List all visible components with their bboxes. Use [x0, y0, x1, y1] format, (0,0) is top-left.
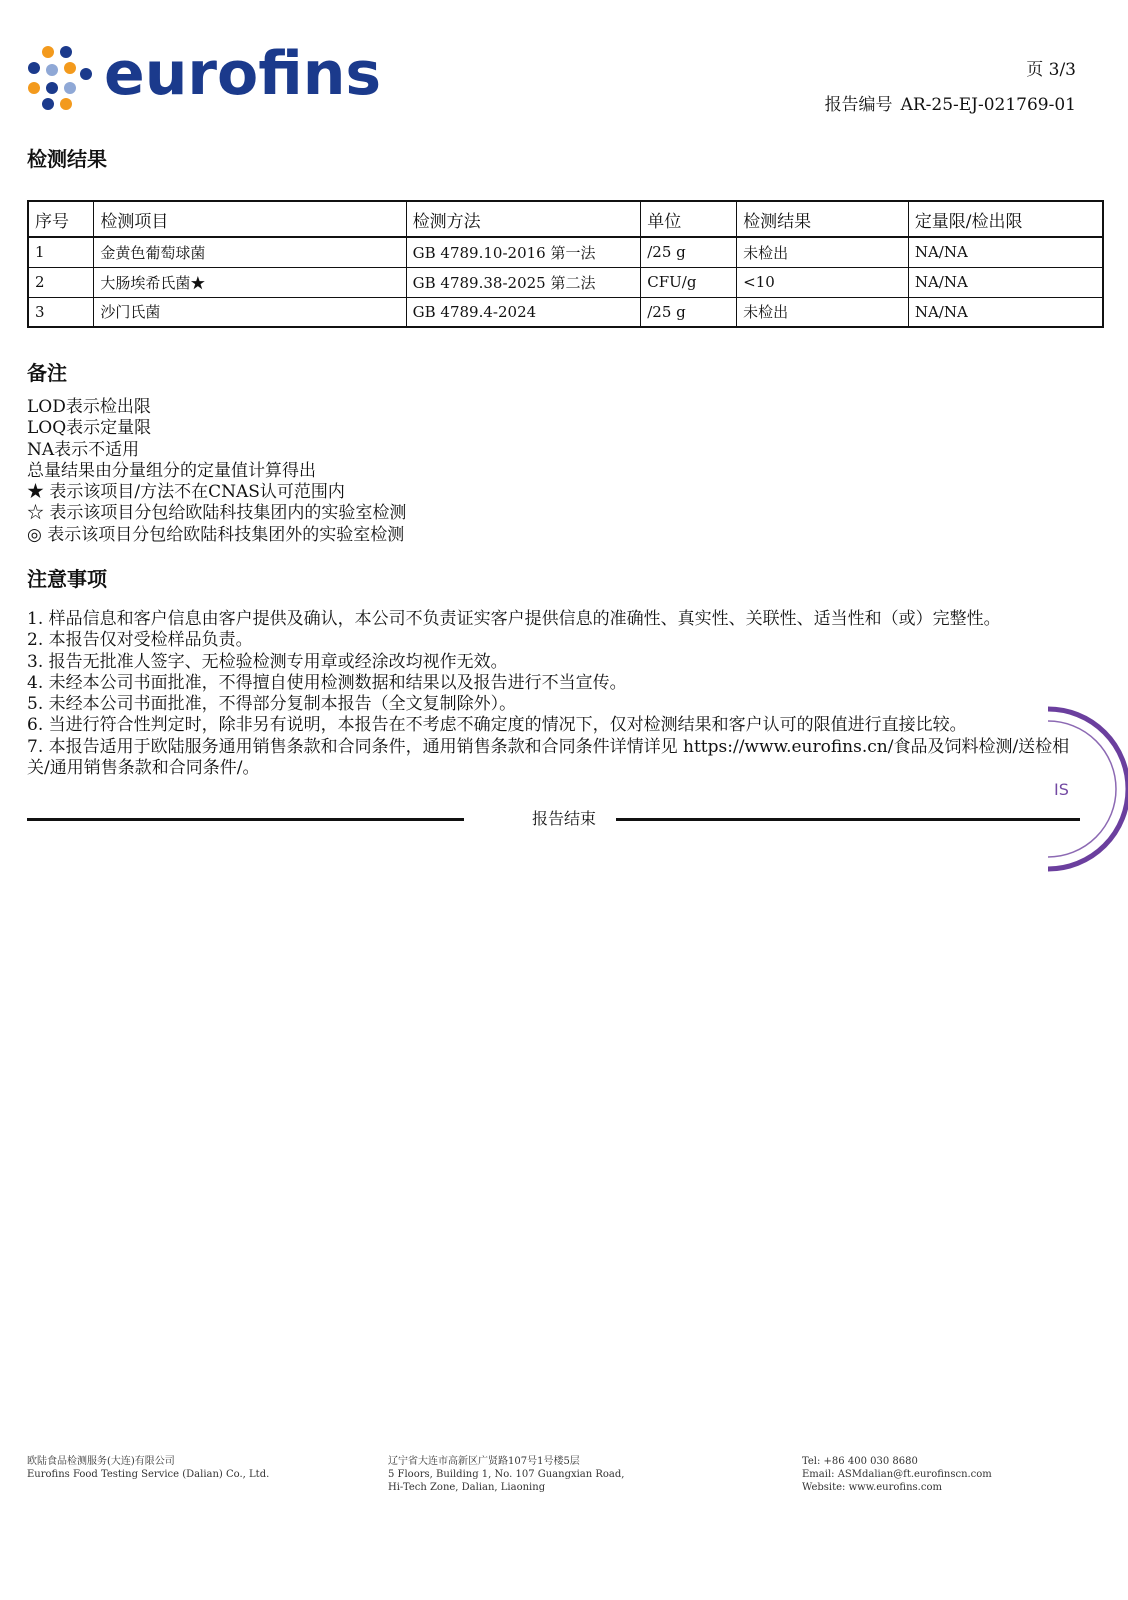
caution-item: 5. 未经本公司书面批准，不得部分复制本报告（全文复制除外）。 — [27, 694, 517, 715]
report-number-value: AR-25-EJ-021769-01 — [900, 95, 1076, 115]
table-row — [28, 297, 1103, 327]
page-number: 页 3/3 — [1026, 60, 1076, 80]
table-row — [28, 267, 1103, 297]
col-header: 检测方法 — [406, 201, 641, 237]
cautions-list — [27, 609, 1087, 779]
notes-title: 备注 — [27, 361, 67, 385]
caution-item: 4. 未经本公司书面批准，不得擅自使用检测数据和结果以及报告进行不当宣传。 — [27, 672, 627, 693]
report-number — [825, 90, 1076, 115]
footer-line: Tel: +86 400 030 8680 — [802, 1456, 918, 1467]
note-line: NA表示不适用 — [27, 439, 140, 460]
note-line: 总量结果由分量组分的定量值计算得出 — [27, 460, 316, 481]
table-cell: CFU/g — [641, 267, 737, 297]
col-header: 检测项目 — [94, 201, 406, 237]
svg-text:IS: IS — [1054, 780, 1069, 799]
table-cell: NA/NA — [908, 267, 1103, 297]
footer-line: Eurofins Food Testing Service (Dalian) Co., Ltd. — [27, 1469, 270, 1480]
table-cell: /25 g — [641, 297, 737, 327]
caution-item: 1. 样品信息和客户信息由客户提供及确认，本公司不负责证实客户提供信息的准确性、真实性、关联性、适当性和（或）完整性。 — [27, 609, 1001, 629]
col-header: 检测结果 — [737, 201, 909, 237]
report-end-text: 报告结束 — [531, 809, 596, 828]
footer-address — [388, 1455, 624, 1494]
table-cell: GB 4789.4-2024 — [406, 297, 641, 327]
note-line: LOD表示检出限 — [27, 397, 151, 417]
caution-item: 6. 当进行符合性判定时，除非另有说明，本报告在不考虑不确定度的情况下，仅对检测结果和客户认可的限值进行直接比较。 — [27, 715, 967, 736]
footer-line: Website: www.eurofins.com — [802, 1482, 942, 1493]
note-line: LOQ表示定量限 — [27, 418, 152, 439]
col-header: 定量限/检出限 — [908, 201, 1103, 237]
footer-contact — [802, 1455, 992, 1494]
eurofins-logo — [26, 39, 382, 112]
table-cell: 未检出 — [737, 237, 909, 267]
note-line: ◎ 表示该项目分包给欧陆科技集团外的实验室检测 — [27, 524, 405, 545]
caution-item: 2. 本报告仅对受检样品负责。 — [27, 630, 253, 651]
table-cell: NA/NA — [908, 237, 1103, 267]
table-row — [28, 237, 1103, 267]
table-cell: 大肠埃希氏菌★ — [94, 267, 406, 297]
results-table — [27, 200, 1104, 328]
logo-wordmark: eurofins — [104, 39, 382, 109]
table-cell: 金黄色葡萄球菌 — [94, 237, 406, 267]
table-cell: 沙门氏菌 — [94, 297, 406, 327]
caution-item: 7. 本报告适用于欧陆服务通用销售条款和合同条件，通用销售条款和合同条件详情详见 https://www.eurofins.cn/食品及饲料检测/送检相关/通用销售条款和合同条件/。 — [27, 736, 1070, 779]
table-cell: 2 — [28, 267, 94, 297]
footer-line: 欧陆食品检测服务(大连)有限公司 — [27, 1456, 175, 1467]
footer-company — [27, 1455, 269, 1481]
col-header: 单位 — [641, 201, 737, 237]
report-number-label: 报告编号 — [824, 95, 893, 115]
table-header-row — [28, 201, 1103, 237]
table-cell: GB 4789.10-2016 第一法 — [406, 237, 641, 267]
note-line: ☆ 表示该项目分包给欧陆科技集团内的实验室检测 — [27, 503, 407, 524]
table-cell: <10 — [737, 267, 909, 297]
caution-item: 3. 报告无批准人签字、无检验检测专用章或经涂改均视作无效。 — [27, 651, 508, 672]
note-line: ★ 表示该项目/方法不在CNAS认可范围内 — [27, 482, 345, 503]
table-cell: 3 — [28, 297, 94, 327]
footer-line: 辽宁省大连市高新区广贤路107号1号楼5层 — [388, 1456, 580, 1467]
company-seal-stamp — [1040, 705, 1128, 879]
cautions-title: 注意事项 — [27, 567, 107, 591]
table-cell: 1 — [28, 237, 94, 267]
col-header: 序号 — [28, 201, 94, 237]
table-cell: 未检出 — [737, 297, 909, 327]
notes-list — [27, 397, 406, 546]
table-cell: /25 g — [641, 237, 737, 267]
results-title: 检测结果 — [27, 147, 107, 171]
table-cell: GB 4789.38-2025 第二法 — [406, 267, 641, 297]
footer-line: Hi-Tech Zone, Dalian, Liaoning — [388, 1482, 546, 1493]
footer-line: 5 Floors, Building 1, No. 107 Guangxian Road, — [388, 1469, 625, 1480]
footer-line: Email: ASMdalian@ft.eurofinscn.com — [802, 1469, 992, 1480]
logo-dots-icon — [26, 44, 94, 112]
table-cell: NA/NA — [908, 297, 1103, 327]
end-divider-right — [616, 818, 1080, 821]
